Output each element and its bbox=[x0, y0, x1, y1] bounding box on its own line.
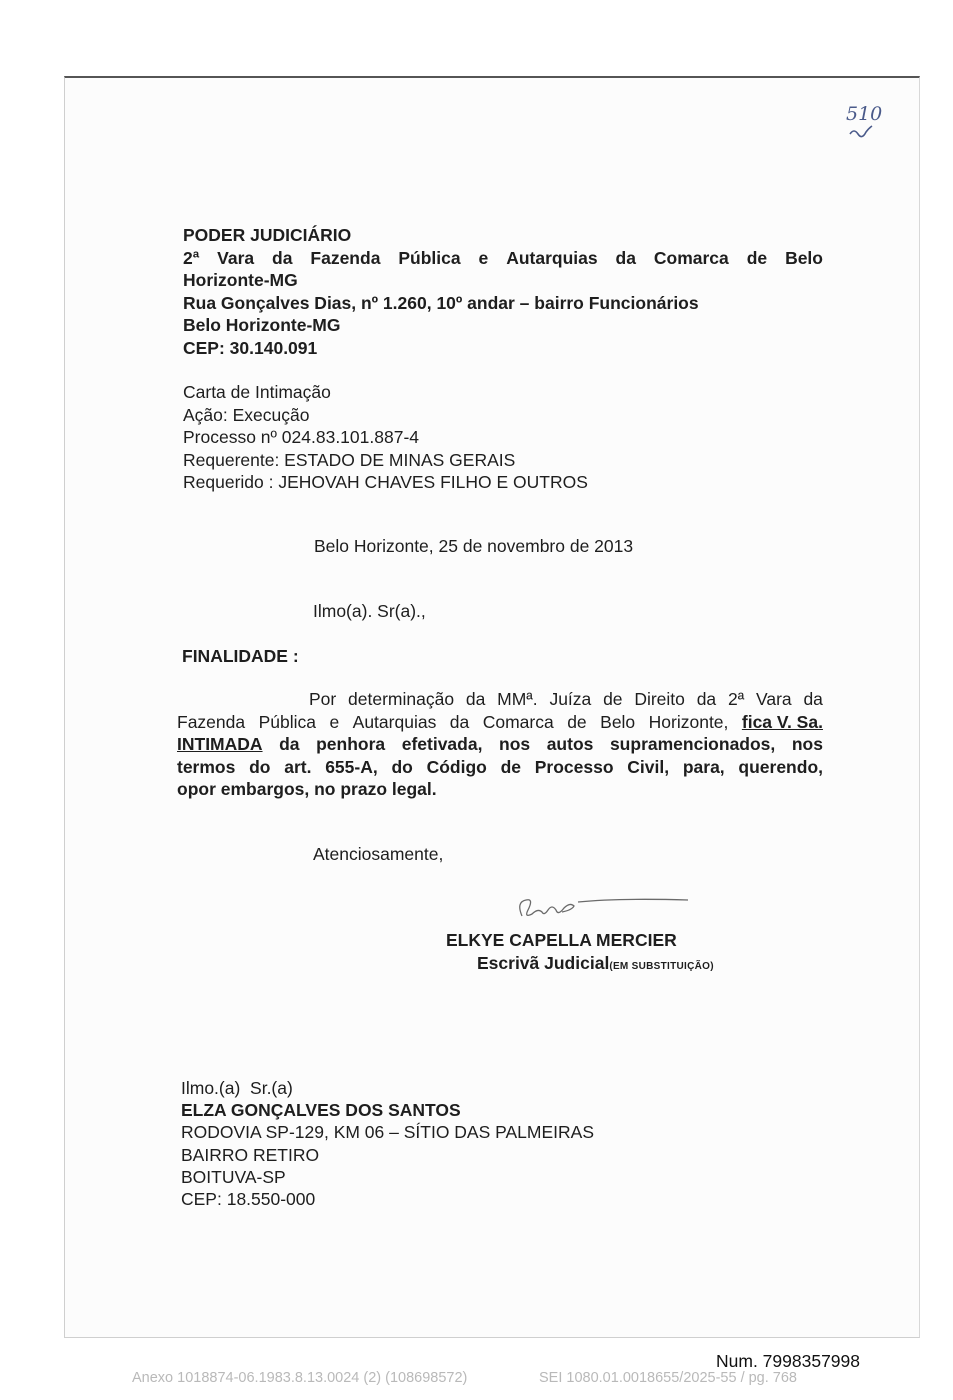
body-line-3: INTIMADA da penhora efetivada, nos autos supramencionados, nos bbox=[177, 734, 823, 754]
signatory-role: Escrivã Judicial(EM SUBSTITUIÇÃO) bbox=[477, 953, 714, 973]
court-name-line: 2ª Vara da Fazenda Pública e Autarquias da Comarca de Belo bbox=[183, 247, 823, 268]
salutation: Ilmo(a). Sr(a)., bbox=[313, 601, 426, 621]
recipient-district: BAIRRO RETIRO bbox=[181, 1144, 320, 1165]
recipient-cep: CEP: 18.550-000 bbox=[181, 1189, 316, 1210]
letter-type: Carta de Intimação bbox=[183, 382, 331, 402]
court-address: Rua Gonçalves Dias, nº 1.260, 10º andar – bairro Funcionários bbox=[183, 292, 699, 313]
document-number: Num. 7998357998 bbox=[716, 1351, 860, 1371]
court-city: Horizonte-MG bbox=[183, 270, 298, 290]
margin-page-number-text: 510 bbox=[846, 103, 883, 125]
body-line-1: Por determinação da MMª. Juíza de Direito da 2ª Vara da bbox=[309, 689, 823, 709]
court-power: PODER JUDICIÁRIO bbox=[183, 225, 352, 245]
body-paragraph bbox=[177, 688, 823, 801]
body-line-5: opor embargos, no prazo legal. bbox=[177, 779, 437, 799]
closing: Atenciosamente, bbox=[313, 844, 444, 864]
plaintiff: Requerente: ESTADO DE MINAS GERAIS bbox=[183, 449, 516, 470]
signatory-name: ELKYE CAPELLA MERCIER bbox=[446, 930, 677, 950]
court-header bbox=[183, 224, 823, 359]
process-number: Processo nº 024.83.101.887-4 bbox=[183, 427, 420, 447]
defendant: Requerido : JEHOVAH CHAVES FILHO E OUTROS bbox=[183, 472, 588, 492]
recipient-block bbox=[181, 1077, 594, 1210]
body-line-2: Fazenda Pública e Autarquias da Comarca de Belo Horizonte, fica V. Sa. bbox=[177, 711, 823, 732]
annex-reference: Anexo 1018874-06.1983.8.13.0024 (2) (108698572) bbox=[132, 1370, 468, 1386]
intimation-phrase: fica V. Sa. bbox=[741, 711, 823, 732]
body-line-4: termos do art. 655-A, do Código de Processo Civil, para, querendo, bbox=[177, 756, 823, 777]
signatory-role-note: (EM SUBSTITUIÇÃO) bbox=[609, 961, 714, 972]
recipient-name: ELZA GONÇALVES DOS SANTOS bbox=[181, 1100, 461, 1121]
sei-reference: SEI 1080.01.0018655/2025-55 / pg. 768 bbox=[539, 1370, 797, 1386]
margin-page-number bbox=[842, 98, 886, 149]
purpose-label: FINALIDADE : bbox=[182, 646, 299, 666]
recipient-salutation: Ilmo.(a) Sr.(a) bbox=[181, 1078, 293, 1098]
letter-date: Belo Horizonte, 25 de novembro de 2013 bbox=[314, 536, 634, 556]
action: Ação: Execução bbox=[183, 404, 310, 425]
intimated-word: INTIMADA bbox=[177, 734, 263, 754]
court-city-state: Belo Horizonte-MG bbox=[183, 315, 341, 335]
handwritten-signature bbox=[508, 888, 698, 933]
court-cep: CEP: 30.140.091 bbox=[183, 337, 318, 358]
recipient-city: BOITUVA-SP bbox=[181, 1166, 286, 1187]
case-info bbox=[183, 381, 588, 494]
recipient-address: RODOVIA SP-129, KM 06 – SÍTIO DAS PALMEIRAS bbox=[181, 1122, 595, 1143]
